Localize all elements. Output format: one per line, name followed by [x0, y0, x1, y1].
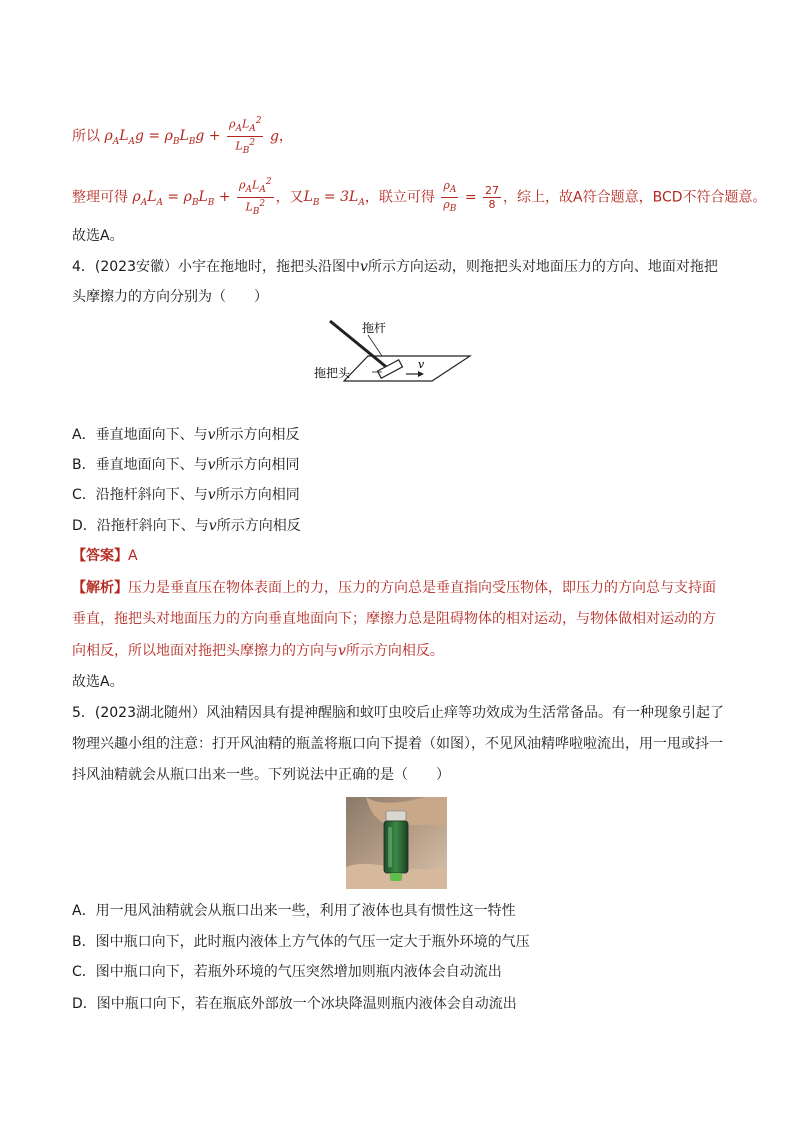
- choose-line-prev: 故选A。: [72, 228, 124, 244]
- solution-line-2: 整理可得 $\rho_AL_A = \rho_BL_B$ + $\frac{\rho_AL_A^2}{L_B^2}$ ，又$L_B = 3L_A$，联立可得 $\frac{\rho_A}{\rho_B}$ = $\frac{27}{8}$ ，综上，故A符合题意，BCD不符合题意。: [72, 177, 767, 217]
- q4-choose-line: 故选A。: [72, 674, 124, 690]
- mop-figure: [310, 318, 480, 388]
- solution-line-1: 所以 $\rho_AL_Ag = \rho_BL_Bg$ + $\frac{\rho_AL_A^2}{L_B^2}$ g，: [72, 116, 293, 156]
- q5-stem-line-1: 5．(2023湖北随州）风油精因具有提神醒脑和蚊叮虫咬后止痒等功效成为生活常备品。有一种现象引起了: [72, 705, 724, 721]
- fraction-1: $\frac{\rho_AL_A^2}{L_B^2}$: [228, 116, 262, 156]
- bottle-neck: [390, 873, 402, 881]
- q5-option-a[interactable]: A．用一甩风油精就会从瓶口出来一些，利用了液体也具有惯性这一特性: [72, 903, 516, 919]
- q4-answer: 【答案】A: [72, 548, 138, 564]
- fraction-27-8: $\frac{27}{8}$: [485, 183, 500, 211]
- q4-analysis-line-1: 【解析】压力是垂直压在物体表面上的力，压力的方向总是垂直指向受压物体，即压力的方向总与支持面: [72, 580, 716, 596]
- fraction-2: $\frac{\rho_AL_A^2}{L_B^2}$: [239, 177, 272, 217]
- q4-option-b[interactable]: B．垂直地面向下、与v所示方向相同: [72, 457, 300, 473]
- equation-1: $\rho_AL_Ag = \rho_BL_Bg$ +: [104, 128, 221, 148]
- fraction-ratio: $\frac{\rho_A}{\rho_B}$: [443, 178, 457, 215]
- label-head: 拖把头: [314, 366, 351, 380]
- q4-stem-line-1: 4．(2023安徽）小宇在拖地时，拖把头沿图中v所示方向运动，则拖把头对地面压力的方向、地面对拖把: [72, 259, 718, 275]
- q4-option-c[interactable]: C．沿拖杆斜向下、与v所示方向相同: [72, 487, 300, 503]
- bottle-cap-ring: [386, 811, 406, 821]
- q5-option-d[interactable]: D．图中瓶口向下，若在瓶底外部放一个冰块降温则瓶内液体会自动流出: [72, 996, 517, 1012]
- q4-analysis-line-3: 向相反，所以地面对拖把头摩擦力的方向与v所示方向相反。: [72, 643, 444, 659]
- q5-option-c[interactable]: C．图中瓶口向下，若瓶外环境的气压突然增加则瓶内液体会自动流出: [72, 964, 502, 980]
- q4-stem-line-2: 头摩擦力的方向分别为（ ）: [72, 289, 268, 305]
- label-v: v: [418, 358, 425, 371]
- q5-stem-line-3: 抖风油精就会从瓶口出来一些。下列说法中正确的是（ ）: [72, 767, 450, 783]
- q5-option-b[interactable]: B．图中瓶口向下，此时瓶内液体上方气体的气压一定大于瓶外环境的气压: [72, 934, 530, 950]
- q5-stem-line-2: 物理兴趣小组的注意：打开风油精的瓶盖将瓶口向下提着（如图），不见风油精哗啦啦流出，用一甩或抖一: [72, 736, 723, 752]
- q4-analysis-line-2: 垂直，拖把头对地面压力的方向垂直地面向下；摩擦力总是阻碍物体的相对运动，与物体做相对运动的方: [72, 611, 716, 627]
- equation-3: $L_B = 3L_A$: [303, 189, 365, 209]
- glass-highlight: [388, 827, 392, 867]
- equation-2: $\rho_AL_A = \rho_BL_B$ +: [132, 189, 231, 209]
- label-rod: 拖杆: [362, 321, 387, 335]
- oil-bottle-photo: [346, 797, 447, 889]
- bottle-body: [384, 821, 408, 873]
- q4-option-d[interactable]: D．沿拖杆斜向下、与v所示方向相反: [72, 518, 301, 534]
- floor-plane: [344, 356, 470, 381]
- velocity-arrow-head: [418, 371, 424, 377]
- q4-option-a[interactable]: A．垂直地面向下、与v所示方向相反: [72, 427, 300, 443]
